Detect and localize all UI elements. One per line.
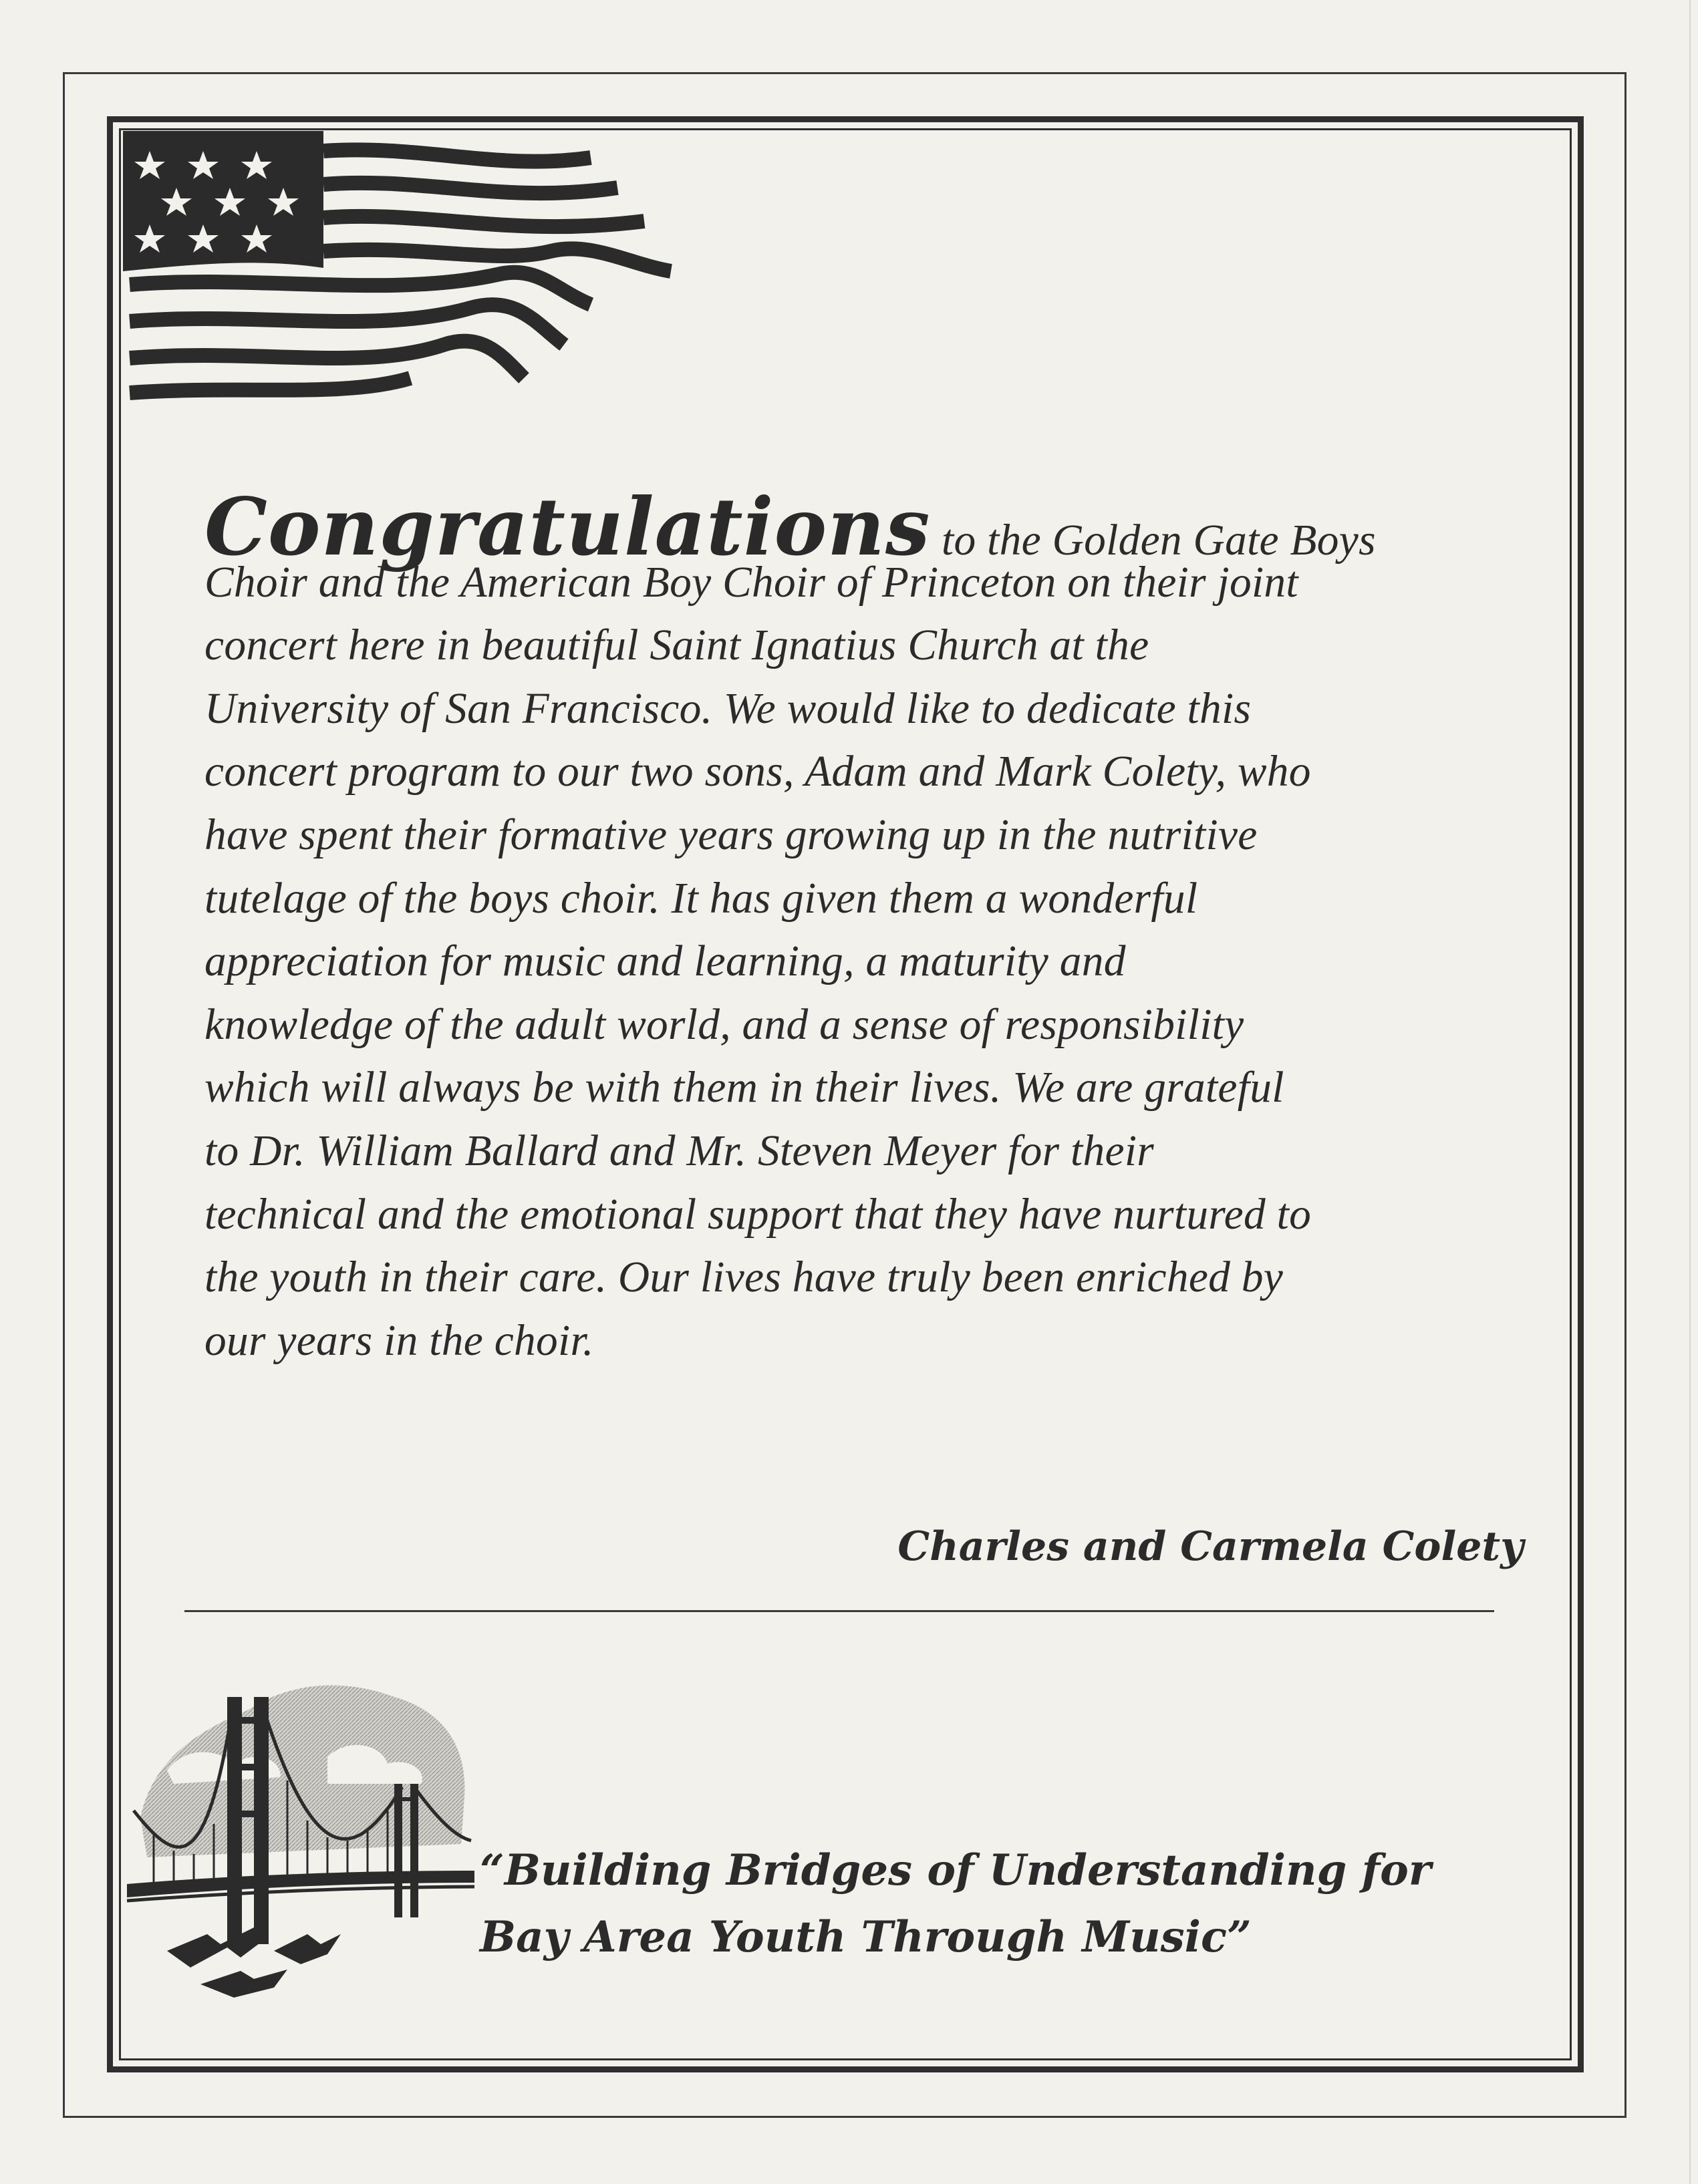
letter-line: concert program to our two sons, Adam and Mark Colety, who: [204, 748, 1311, 796]
paper-edge: [1689, 0, 1691, 2184]
letter-body: [204, 480, 1528, 1372]
letter-text: to the Golden Gate Boys: [930, 516, 1376, 565]
motto: [480, 1837, 1509, 1971]
motto-line-2: Bay Area Youth Through Music”: [480, 1912, 1252, 1962]
letter-line: University of San Francisco. We would like to dedicate this: [204, 684, 1252, 733]
letter-line: knowledge of the adult world, and a sense of responsibility: [204, 1000, 1244, 1049]
letter-line: which will always be with them in their lives. We are grateful: [204, 1064, 1284, 1112]
motto-line-1: “Building Bridges of Understanding for: [480, 1845, 1431, 1895]
letter-line: the youth in their care. Our lives have truly been enriched by: [204, 1253, 1284, 1302]
american-flag-icon: [123, 131, 711, 405]
letter-line: tutelage of the boys choir. It has given them a wonderful: [204, 874, 1198, 923]
letter-line: concert here in beautiful Saint Ignatius Church at the: [204, 621, 1149, 670]
divider-rule: [184, 1610, 1494, 1612]
letter-line: our years in the choir.: [204, 1316, 594, 1365]
letter-line: Choir and the American Boy Choir of Princeton on their joint: [204, 558, 1298, 607]
letter-line: appreciation for music and learning, a maturity and: [204, 937, 1126, 986]
signature: Charles and Carmela Colety: [897, 1523, 1524, 1570]
headline: Congratulations: [204, 480, 931, 573]
letter-line: to Dr. William Ballard and Mr. Steven Meyer for their: [204, 1126, 1155, 1175]
letter-line-1: [204, 480, 1528, 573]
golden-gate-bridge-icon: [127, 1670, 474, 2004]
letter-line: technical and the emotional support that they have nurtured to: [204, 1190, 1312, 1239]
letter-line: have spent their formative years growing up in the nutritive: [204, 810, 1258, 859]
